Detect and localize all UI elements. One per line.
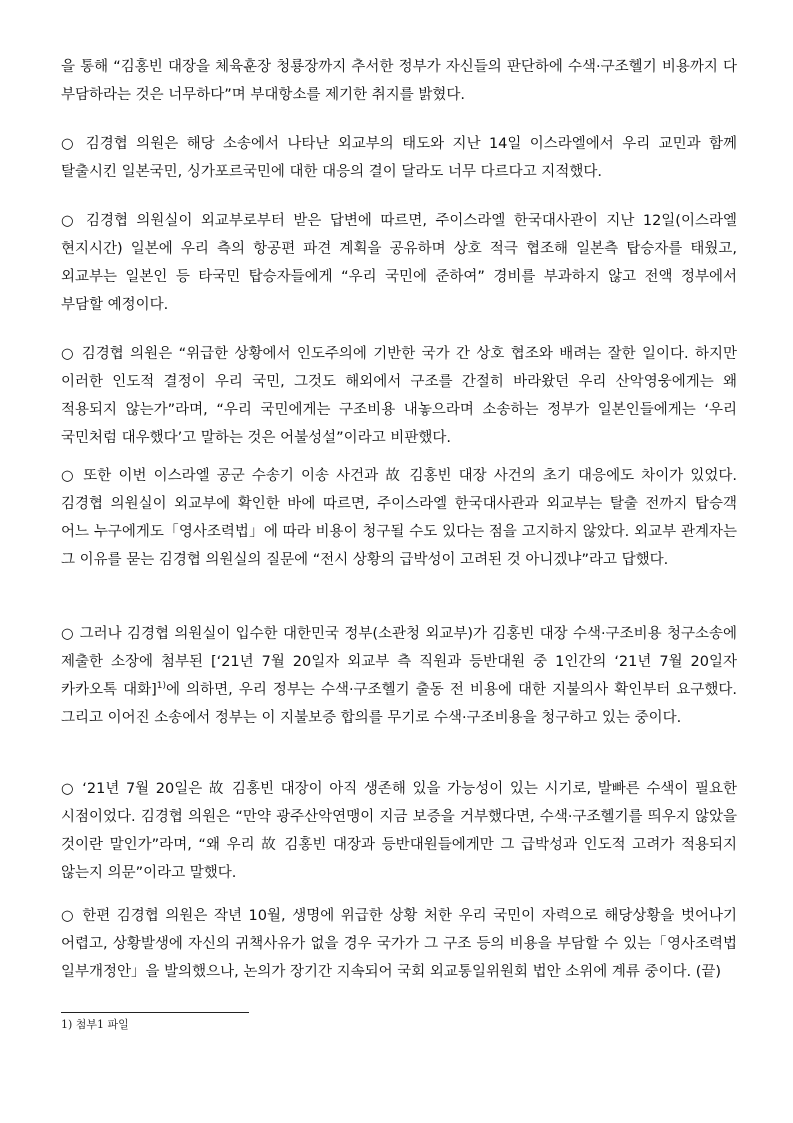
paragraph-7: ○ ‘21년 7월 20일은 故 김홍빈 대장이 아직 생존해 있을 가능성이 있는 시기로, 발빠른 수색이 필요한 시점이었다. 김경협 의원은 “만약 광주산악연맹이 지금 보증을 거부했다면, 수색·구조헬기를 띄우지 않았을 것이란 말인가”라며, “왜 우리 故 김홍빈 대장과 등반대원들에게만 그 급박성과 인도적 고려가 적용되지 않는지 의문”이라고 말했다.	[61, 781, 737, 881]
paragraph-4: ○ 김경협 의원은 “위급한 상황에서 인도주의에 기반한 국가 간 상호 협조와 배려는 잘한 일이다. 하지만 이러한 인도적 결정이 우리 국민, 그것도 해외에서 구조를 간절히 바라왔던 우리 산악영웅에게는 왜 적용되지 않는가”라며, “우리 국민에게는 구조비용 내놓으라며 소송하는 정부가 일본인들에게는 ‘우리 국민처럼 대우했다’고 말하는 것은 어불성설”이라고 비판했다.	[61, 346, 737, 446]
paragraph-6-part-1: ○ 그러나 김경협 의원실이 입수한 대한민국 정부(소관청 외교부)가 김홍빈 대장 수색·구조비용 청구소송에 제출한 소장에 첨부된 [‘21년 7월 20일자 외교부 측 직원과 등반대원 중 1인간의 ‘21년 7월 20일자 카카오톡 대화]	[61, 626, 737, 698]
paragraph-3: ○ 김경협 의원실이 외교부로부터 받은 답변에 따르면, 주이스라엘 한국대사관이 지난 12일(이스라엘 현지시간) 일본에 우리 측의 항공편 파견 계획을 공유하며 상호 적극 협조해 일본측 탑승자를 태웠고, 외교부는 일본인 등 타국민 탑승자들에게 “우리 국민에 준하여” 경비를 부과하지 않고 전액 정부에서 부담할 예정이다.	[61, 213, 737, 313]
paragraph-6-part-2: 에 의하면, 우리 정부는 수색·구조헬기 출동 전 비용에 대한 지불의사 확인부터 요구했다. 그리고 이어진 소송에서 정부는 이 지불보증 합의를 무기로 수색·구조비용을 청구하고 있는 중이다.	[61, 682, 737, 726]
paragraph-1: 을 통해 “김홍빈 대장을 체육훈장 청룡장까지 추서한 정부가 자신들의 판단하에 수색·구조헬기 비용까지 다 부담하라는 것은 너무하다”며 부대항소를 제기한 취지를 밝혔다.	[61, 59, 737, 103]
paragraph-2: ○ 김경협 의원은 해당 소송에서 나타난 외교부의 태도와 지난 14일 이스라엘에서 우리 교민과 함께 탈출시킨 일본국민, 싱가포르국민에 대한 대응의 결이 달라도 너무 다르다고 지적했다.	[61, 136, 737, 180]
paragraph-5: ○ 또한 이번 이스라엘 공군 수송기 이송 사건과 故 김홍빈 대장 사건의 초기 대응에도 차이가 있었다. 김경협 의원실이 외교부에 확인한 바에 따르면, 주이스라엘 한국대사관과 외교부는 탈출 전까지 탑승객 어느 누구에게도「영사조력법」에 따라 비용이 청구될 수도 있다는 점을 고지하지 않았다. 외교부 관계자는 그 이유를 묻는 김경협 의원실의 질문에 “전시 상황의 급박성이 고려된 것 아니겠냐”라고 답했다.	[61, 468, 737, 568]
paragraph-6	[61, 620, 737, 732]
footnote-reference[interactable]: 1)	[156, 681, 167, 692]
paragraph-8: ○ 한편 김경협 의원은 작년 10월, 생명에 위급한 상황 처한 우리 국민이 자력으로 해당상황을 벗어나기 어렵고, 상황발생에 자신의 귀책사유가 없을 경우 국가가 그 구조 등의 비용을 부담할 수 있는「영사조력법 일부개정안」을 발의했으나, 논의가 장기간 지속되어 국회 외교통일위원회 법안 소위에 계류 중이다. (끝)	[61, 908, 737, 980]
footnote-divider	[61, 1012, 249, 1013]
footnote-text: 1) 첨부1 파일	[61, 1018, 129, 1031]
